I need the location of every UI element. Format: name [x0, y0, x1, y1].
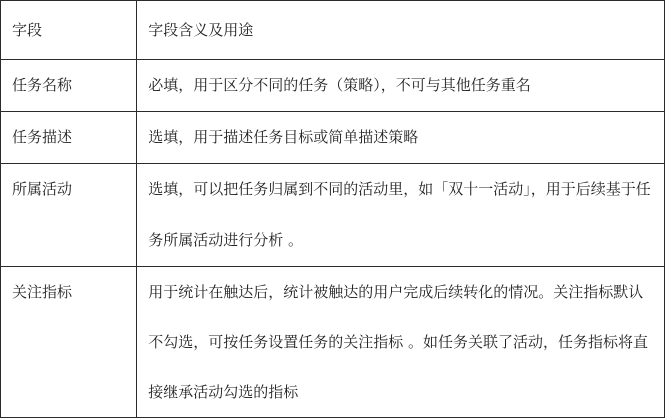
table-header-cell: [137, 1, 665, 60]
table-cell: [137, 60, 665, 112]
table-header-row: [1, 1, 665, 60]
header-field-label: 字段: [12, 21, 43, 39]
row-field-description: 用于统计在触达后，统计被触达的用户完成后续转化的情况。关注指标默认不勾选，可按任务设置任务的关注指标 。如任务关联了活动，任务指标将直接继承活动勾选的指标: [148, 283, 648, 401]
table-cell: [1, 112, 137, 164]
table-cell: [137, 267, 665, 418]
table-row: [1, 60, 665, 112]
row-field-name: 任务描述: [12, 128, 73, 146]
row-field-description: 选填，可以把任务归属到不同的活动里，如「双十一活动」，用于后续基于任务所属活动进行分析 。: [148, 180, 651, 249]
table-cell: [1, 164, 137, 267]
table-cell: [137, 112, 665, 164]
row-field-name: 任务名称: [12, 76, 73, 94]
table-cell: [1, 60, 137, 112]
row-field-description: 选填，用于描述任务目标或简单描述策略: [148, 128, 419, 146]
table-row: [1, 164, 665, 267]
table-row: [1, 112, 665, 164]
table-row: [1, 267, 665, 418]
table-cell: [1, 267, 137, 418]
table-header-cell: [1, 1, 137, 60]
row-field-name: 所属活动: [12, 180, 73, 198]
row-field-name: 关注指标: [12, 283, 73, 301]
row-field-description: 必填，用于区分不同的任务（策略），不可与其他任务重名: [148, 76, 531, 94]
header-description-label: 字段含义及用途: [148, 21, 254, 39]
table-cell: [137, 164, 665, 267]
